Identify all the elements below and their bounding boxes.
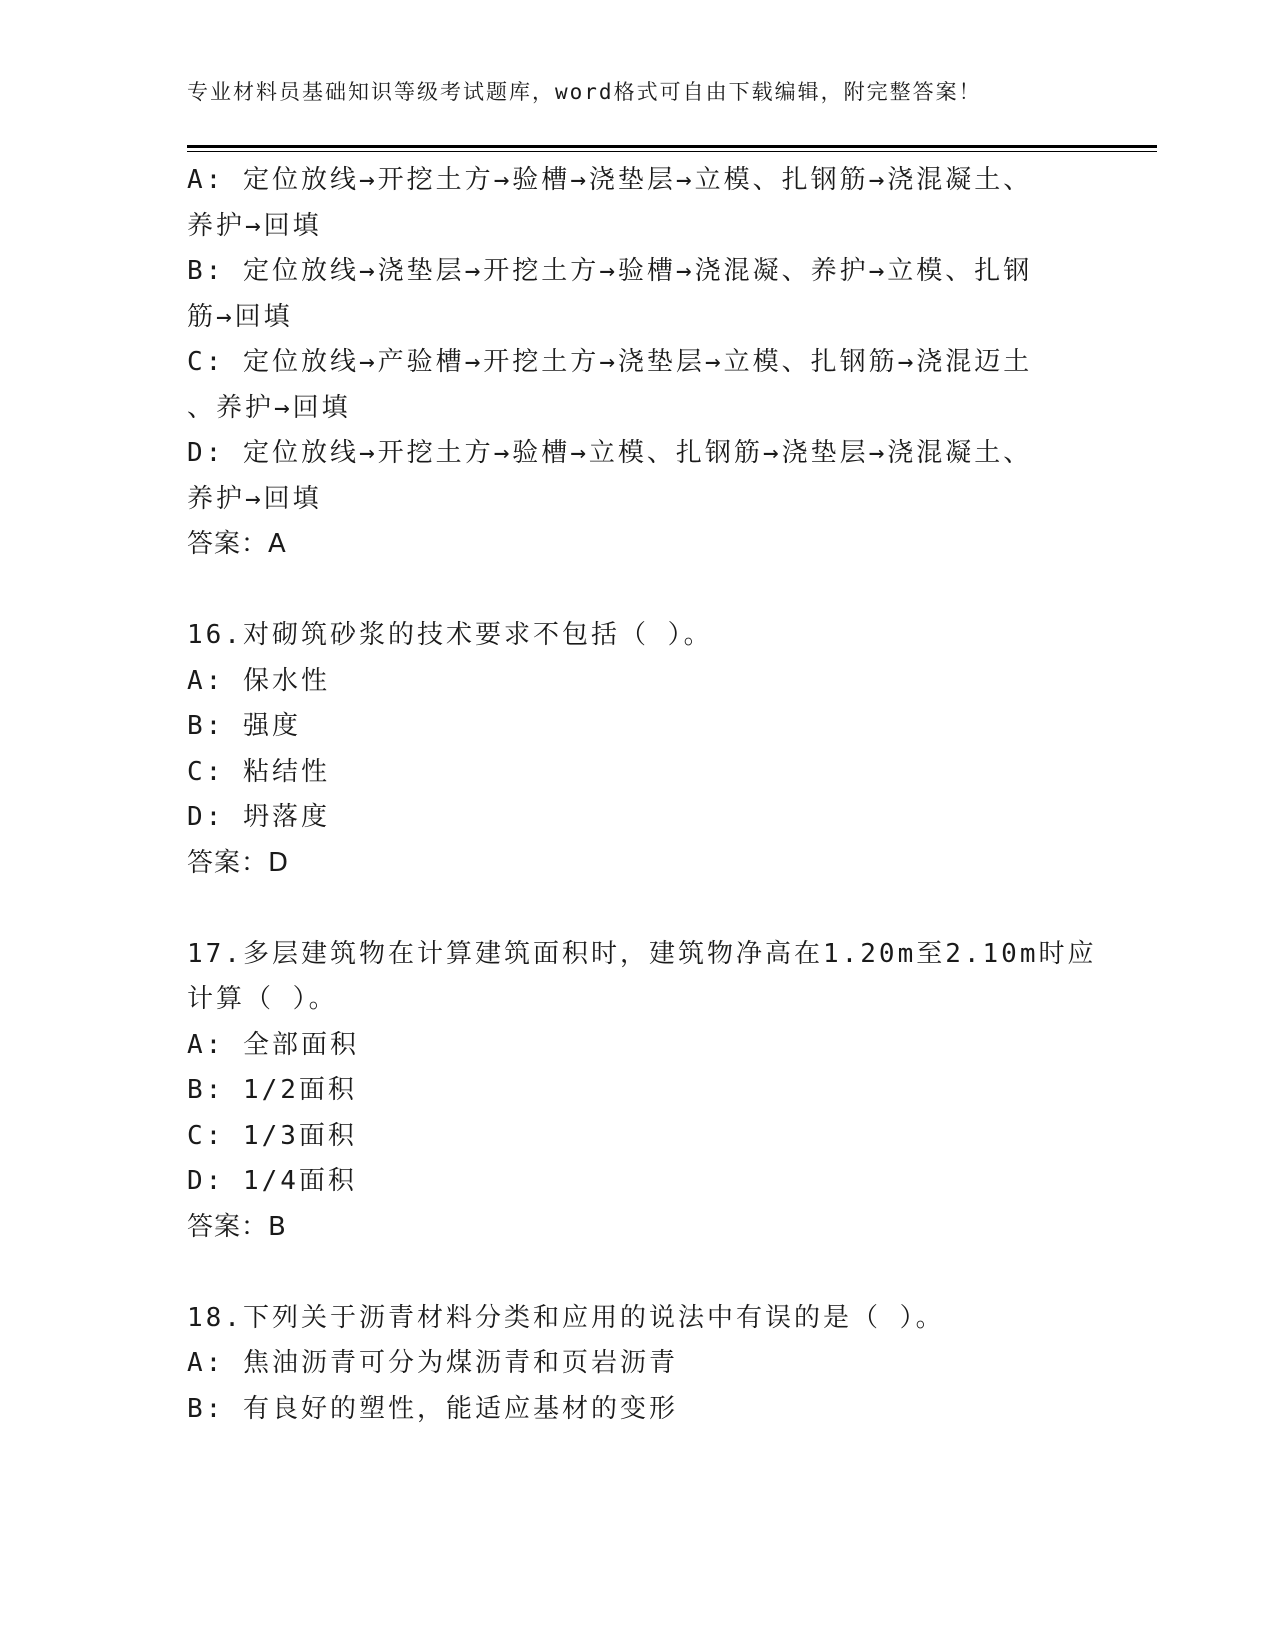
question-17-block	[187, 932, 1097, 1251]
option-line: A: 全部面积	[187, 1029, 359, 1060]
option-line: C: 1/3面积	[187, 1120, 357, 1151]
question-16-block	[187, 613, 1087, 886]
option-line: D: 坍落度	[187, 802, 330, 832]
option-line: B: 强度	[187, 711, 301, 741]
option-line: B: 有良好的塑性，能适应基材的变形	[187, 1393, 678, 1424]
answer-line: 答案：B	[187, 1211, 287, 1242]
document-body	[187, 158, 1097, 1432]
option-line: B: 定位放线→浇垫层→开挖土方→验槽→浇混凝、养护→立模、扎钢	[187, 256, 1033, 286]
option-line: 养护→回填	[187, 210, 322, 241]
question-text: 18.下列关于沥青材料分类和应用的说法中有误的是（ ）。	[187, 1302, 945, 1333]
question-18-block	[187, 1296, 1087, 1433]
header-rule-thin	[187, 151, 1157, 152]
option-line: 养护→回填	[187, 483, 322, 514]
option-line: B: 1/2面积	[187, 1075, 357, 1105]
option-line: 、养护→回填	[187, 392, 351, 423]
option-line: D: 定位放线→开挖土方→验槽→立模、扎钢筋→浇垫层→浇混凝土、	[187, 438, 1033, 468]
header-rule-thick	[187, 145, 1157, 148]
question-15-block	[187, 158, 1087, 568]
question-text: 计算（ ）。	[187, 984, 338, 1014]
option-line: A: 焦油沥青可分为煤沥青和页岩沥青	[187, 1348, 678, 1378]
answer-line: 答案：D	[187, 847, 290, 878]
option-line: D: 1/4面积	[187, 1166, 357, 1196]
spacer	[187, 1250, 1087, 1296]
answer-line: 答案：A	[187, 529, 287, 559]
option-line: C: 粘结性	[187, 756, 330, 787]
option-line: 筋→回填	[187, 301, 293, 332]
option-line: A: 保水性	[187, 665, 330, 696]
option-line: A: 定位放线→开挖土方→验槽→浇垫层→立模、扎钢筋→浇混凝土、	[187, 165, 1033, 195]
document-header: 专业材料员基础知识等级考试题库，word格式可自由下载编辑，附完整答案！	[187, 80, 982, 104]
spacer	[187, 568, 1087, 614]
question-text: 16.对砌筑砂浆的技术要求不包括（ ）。	[187, 620, 713, 650]
spacer	[187, 886, 1087, 932]
option-line: C: 定位放线→产验槽→开挖土方→浇垫层→立模、扎钢筋→浇混迈土	[187, 347, 1033, 377]
question-text: 17.多层建筑物在计算建筑面积时，建筑物净高在1.20m至2.10m时应	[187, 938, 1097, 969]
